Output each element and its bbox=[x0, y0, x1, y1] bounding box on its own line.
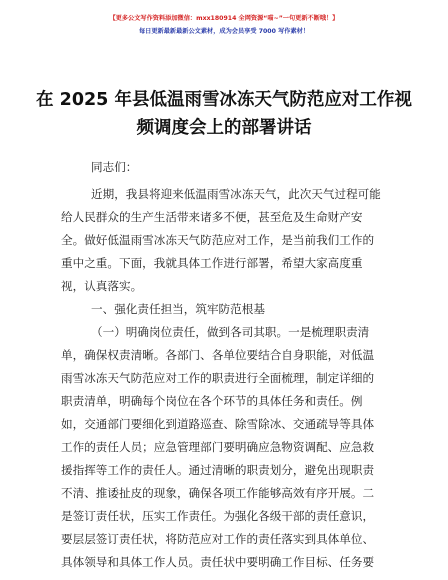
paragraph-line: （一）明确岗位责任，做到各司其职。一是梳理职责清 bbox=[91, 325, 370, 339]
section-heading: 一、强化责任担当，筑牢防范根基 bbox=[91, 302, 265, 316]
paragraph-line: 单，确保权责清晰。各部门、各单位要结合自身职能，对低温 bbox=[61, 348, 375, 362]
paragraph-line: 给人民群众的生产生活带来诸多不便，甚至危及生命财产安 bbox=[61, 210, 363, 224]
promo-banner-line-2: 每日更新最新最新公文素材，成为会员享受 7000 写作素材！ bbox=[138, 28, 310, 35]
paragraph-line: 职责清单，明确每个岗位在各个环节的具体任务和责任。例 bbox=[61, 394, 363, 408]
paragraph-line: 全。做好低温雨雪冰冻天气防范应对工作，是当前我们工作的 bbox=[61, 233, 375, 247]
paragraph-line: 是签订责任状，压实工作责任。为强化各级干部的责任意识， bbox=[61, 509, 375, 523]
paragraph-line: 具体领导和具体工作人员。责任状中要明确工作目标、任务要 bbox=[61, 555, 375, 569]
title-line-2: 频调度会上的部署讲话 bbox=[136, 118, 312, 138]
document-title bbox=[30, 86, 418, 142]
paragraph-line: 如，交通部门要细化到道路巡查、除雪除冰、交通疏导等具体 bbox=[61, 417, 375, 431]
paragraph-line: 雨雪冰冻天气防范应对工作的职责进行全面梳理，制定详细的 bbox=[61, 371, 375, 385]
paragraph-line: 援指挥等工作的责任人。通过清晰的职责划分，避免出现职责 bbox=[61, 463, 375, 477]
salutation: 同志们： bbox=[91, 160, 138, 174]
paragraph-line: 不清、推诿扯皮的现象，确保各项工作能够高效有序开展。二 bbox=[61, 486, 375, 500]
paragraph-line: 重中之重。下面，我就具体工作进行部署，希望大家高度重 bbox=[61, 256, 363, 270]
paragraph-line: 工作的责任人员；应急管理部门要明确应急物资调配、应急救 bbox=[61, 440, 375, 454]
paragraph-line: 视，认真落实。 bbox=[61, 279, 143, 293]
paragraph-line: 要层层签订责任状，将防范应对工作的责任落实到具体单位、 bbox=[61, 532, 375, 546]
title-line-1: 在 2025 年县低温雨雪冰冻天气防范应对工作视 bbox=[36, 90, 412, 110]
paragraph-line: 近期，我县将迎来低温雨雪冰冻天气，此次天气过程可能 bbox=[91, 187, 381, 201]
promo-banner-line-1: 【更多公文写作资料添加微信：mxx180914 全网资源“喵~”一句更新不断哦！】 bbox=[109, 15, 339, 22]
